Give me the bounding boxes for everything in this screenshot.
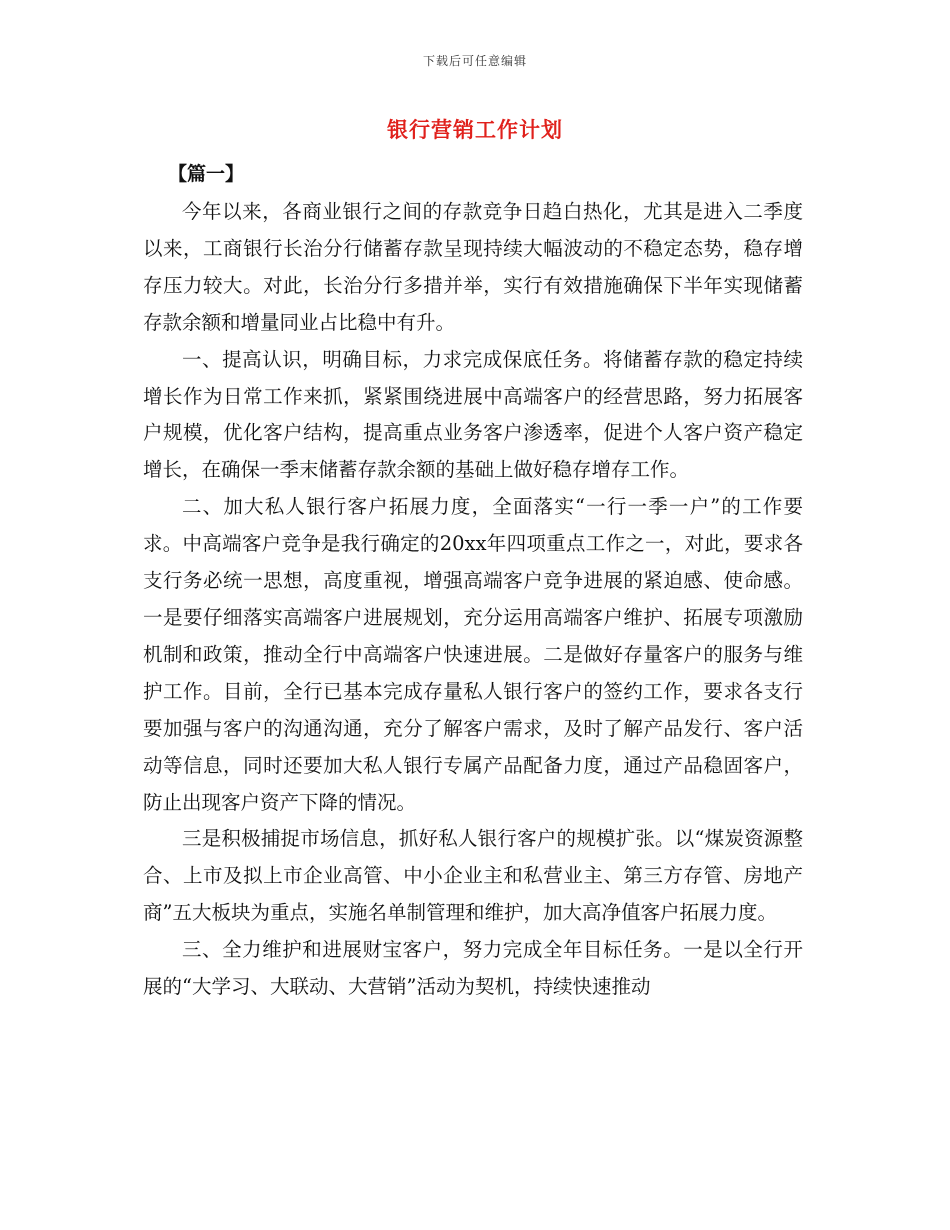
section-heading: 【篇一】 [168, 163, 245, 185]
paragraph-point-one: 一、提高认识，明确目标，力求完成保底任务。将储蓄存款的稳定持续增长作为日常工作来抓，紧紧围绕进展中高端客户的经营思路，努力拓展客户规模，优化客户结构，提高重点业务客户渗透率，促进个人客户资产稳定增长，在确保一季末储蓄存款余额的基础上做好稳存增存工作。 [143, 347, 803, 482]
paragraph-sub-point-three: 三是积极捕捉市场信息，抓好私人银行客户的规模扩张。以“煤炭资源整合、上市及拟上市企业高管、中小企业主和私营业主、第三方存管、房地产商”五大板块为重点，实施名单制管理和维护，加大高净值客户拓展力度。 [143, 827, 803, 925]
paragraph-point-two: 二、加大私人银行客户拓展力度，全面落实“一行一季一户”的工作要求。中高端客户竞争是我行确定的20xx年四项重点工作之一，对此，要求各支行务必统一思想，高度重视，增强高端客户竞争进展的紧迫感、使命感。一是要仔细落实高端客户进展规划，充分运用高端客户维护、拓展专项激励机制和政策，推动全行中高端客户快速进展。二是做好存量客户的服务与维护工作。目前，全行已基本完成存量私人银行客户的签约工作，要求各支行要加强与客户的沟通沟通，充分了解客户需求，及时了解产品发行、客户活动等信息，同时还要加大私人银行专属产品配备力度，通过产品稳固客户，防止出现客户资产下降的情况。 [143, 495, 803, 814]
body-text [143, 194, 803, 1006]
paragraph-point-three: 三、全力维护和进展财宝客户，努力完成全年目标任务。一是以全行开展的“大学习、大联动、大营销”活动为契机，持续快速推动 [143, 938, 803, 999]
header-note: 下载后可任意编辑 [422, 54, 527, 68]
document-title: 银行营销工作计划 [387, 117, 563, 142]
paragraph-intro: 今年以来，各商业银行之间的存款竞争日趋白热化，尤其是进入二季度以来，工商银行长治分行储蓄存款呈现持续大幅波动的不稳定态势，稳存增存压力较大。对此，长治分行多措并举，实行有效措施确保下半年实现储蓄存款余额和增量同业占比稳中有升。 [143, 200, 803, 334]
